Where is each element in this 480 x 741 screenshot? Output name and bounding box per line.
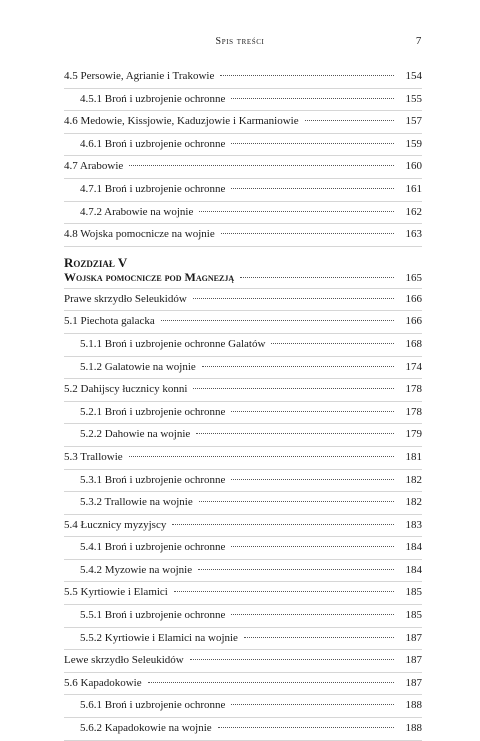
dot-leader: [231, 142, 394, 144]
toc-entry-title: 5.2.1 Broń i uzbrojenie ochronne: [80, 405, 226, 418]
running-title: Spis treści: [215, 36, 265, 47]
dot-leader: [231, 187, 394, 189]
dot-leader: [198, 568, 394, 570]
dot-leader: [305, 119, 394, 121]
toc-entry: [64, 447, 422, 470]
toc-entry: [64, 628, 422, 651]
dot-leader: [129, 455, 394, 457]
toc-entry-title: 5.6.1 Broń i uzbrojenie ochronne: [80, 699, 226, 712]
chapter-heading: [64, 256, 422, 289]
toc-entry-page: 181: [405, 450, 422, 463]
toc-entry-title: 5.3 Trallowie: [64, 450, 123, 463]
toc-entry-page: 154: [405, 70, 422, 82]
toc-entry-title: 5.1 Piechota galacka: [64, 315, 155, 328]
toc-entry: [64, 134, 422, 157]
toc-entry-page: 188: [405, 699, 422, 712]
dot-leader: [148, 681, 394, 683]
toc-entry: [64, 89, 422, 112]
chapter-page: 165: [405, 271, 422, 284]
dot-leader: [196, 432, 394, 434]
toc-entry: [64, 515, 422, 538]
toc-entry-page: 168: [405, 337, 422, 350]
toc-entry-page: 187: [405, 676, 422, 689]
dot-leader: [129, 164, 394, 166]
toc-entry: [64, 650, 422, 673]
toc-entry: [64, 402, 422, 425]
dot-leader: [161, 319, 394, 321]
toc-entry: [64, 66, 422, 89]
toc-entry-title: Lewe skrzydło Seleukidów: [64, 654, 184, 667]
dot-leader: [220, 74, 394, 76]
toc-entry-page: 163: [405, 228, 422, 241]
toc-entry-page: 185: [405, 609, 422, 622]
dot-leader: [231, 97, 394, 99]
toc-entry-title: 5.5.1 Broń i uzbrojenie ochronne: [80, 609, 226, 622]
toc-entry-page: 157: [405, 115, 422, 128]
toc-entry-title: 5.5 Kyrtiowie i Elamici: [64, 586, 168, 599]
toc-entry: [64, 289, 422, 312]
dot-leader: [240, 276, 394, 278]
toc-entry-title: Prawe skrzydło Seleukidów: [64, 292, 187, 305]
toc-entry-title: 5.5.2 Kyrtiowie i Elamici na wojnie: [80, 631, 238, 644]
dot-leader: [190, 658, 394, 660]
chapter-subtitle: Wojska pomocnicze pod Magnezją: [64, 269, 235, 284]
toc-entry: [64, 718, 422, 741]
toc-entry: [64, 695, 422, 718]
toc-entry-page: 174: [405, 360, 422, 373]
toc-entry-page: 160: [405, 160, 422, 173]
toc-entry-page: 179: [405, 428, 422, 441]
dot-leader: [202, 365, 394, 367]
dot-leader: [193, 297, 394, 299]
toc-entry-title: 5.6.2 Kapadokowie na wojnie: [80, 722, 212, 735]
toc-entry-title: 5.6 Kapadokowie: [64, 676, 142, 689]
toc-entry-title: 5.1.2 Galatowie na wojnie: [80, 360, 196, 373]
toc-entry-page: 188: [405, 722, 422, 735]
toc-entry-title: 5.3.2 Trallowie na wojnie: [80, 496, 193, 509]
dot-leader: [199, 500, 394, 502]
toc-entry: [64, 605, 422, 628]
toc-entry: [64, 357, 422, 380]
toc-entry-title: 5.4.2 Myzowie na wojnie: [80, 563, 193, 576]
toc-entry-title: 5.2.2 Dahowie na wojnie: [80, 428, 191, 441]
toc-entry-page: 185: [405, 586, 422, 599]
toc-entry: [64, 492, 422, 515]
dot-leader: [231, 410, 394, 412]
toc-entry: [64, 470, 422, 493]
toc-entry-page: 178: [405, 405, 422, 418]
toc-entry: [64, 311, 422, 334]
toc-entry-title: 5.4 Łucznicy myzyjscy: [64, 518, 167, 531]
toc-entry-page: 182: [405, 473, 422, 486]
dot-leader: [218, 726, 394, 728]
toc-entry-page: 162: [405, 205, 422, 218]
toc-entry: [64, 560, 422, 583]
toc-entry-title: 5.4.1 Broń i uzbrojenie ochronne: [80, 541, 226, 554]
toc-section-after: [64, 289, 422, 741]
toc-entry: [64, 224, 422, 247]
toc-entry-title: 4.5 Persowie, Agrianie i Trakowie: [64, 70, 215, 82]
toc-entry-page: 159: [405, 137, 422, 150]
toc-entry: [64, 334, 422, 357]
toc-entry-page: 178: [405, 383, 422, 396]
dot-leader: [174, 590, 394, 592]
toc-entry-page: 166: [405, 292, 422, 305]
toc-entry-title: 4.6.1 Broń i uzbrojenie ochronne: [80, 137, 226, 150]
toc-entry-page: 187: [405, 654, 422, 667]
toc-entry: [64, 156, 422, 179]
dot-leader: [231, 478, 394, 480]
toc-entry: [64, 673, 422, 696]
dot-leader: [231, 703, 394, 705]
chapter-title: Rozdział V: [64, 254, 128, 270]
toc-entry: [64, 202, 422, 225]
toc-section-before: [64, 66, 422, 247]
toc-entry: [64, 537, 422, 560]
dot-leader: [193, 387, 394, 389]
dot-leader: [231, 613, 394, 615]
toc-entry: [64, 424, 422, 447]
toc-entry-page: 155: [405, 92, 422, 105]
toc-entry-title: 4.7.1 Broń i uzbrojenie ochronne: [80, 182, 226, 195]
dot-leader: [172, 523, 394, 525]
dot-leader: [199, 210, 394, 212]
dot-leader: [231, 545, 394, 547]
toc-entry-title: 5.3.1 Broń i uzbrojenie ochronne: [80, 473, 226, 486]
toc-entry-page: 183: [405, 518, 422, 531]
running-header: [0, 36, 480, 50]
toc-entry-title: 4.5.1 Broń i uzbrojenie ochronne: [80, 92, 226, 105]
dot-leader: [271, 342, 394, 344]
toc-entry-title: 5.2 Dahijscy łucznicy konni: [64, 383, 188, 396]
toc-entry-title: 4.7.2 Arabowie na wojnie: [80, 205, 194, 218]
toc-entry: [64, 179, 422, 202]
toc-entry-title: 4.6 Medowie, Kissjowie, Kaduzjowie i Karmaniowie: [64, 115, 299, 128]
toc-entry: [64, 379, 422, 402]
toc-entry-page: 187: [405, 631, 422, 644]
toc-entry: [64, 582, 422, 605]
dot-leader: [244, 636, 394, 638]
dot-leader: [221, 232, 394, 234]
toc-entry-title: 5.1.1 Broń i uzbrojenie ochronne Galatów: [80, 337, 266, 350]
toc-entry-title: 4.8 Wojska pomocnicze na wojnie: [64, 228, 215, 241]
toc-entry-page: 161: [405, 182, 422, 195]
toc-entry-page: 182: [405, 496, 422, 509]
table-of-contents: [64, 66, 422, 741]
toc-entry-page: 184: [405, 541, 422, 554]
toc-entry-page: 184: [405, 563, 422, 576]
toc-entry-title: 4.7 Arabowie: [64, 160, 124, 173]
chapter-subtitle-row: [64, 270, 422, 289]
page-number: 7: [415, 35, 422, 47]
toc-entry: [64, 111, 422, 134]
toc-entry-page: 166: [405, 315, 422, 328]
